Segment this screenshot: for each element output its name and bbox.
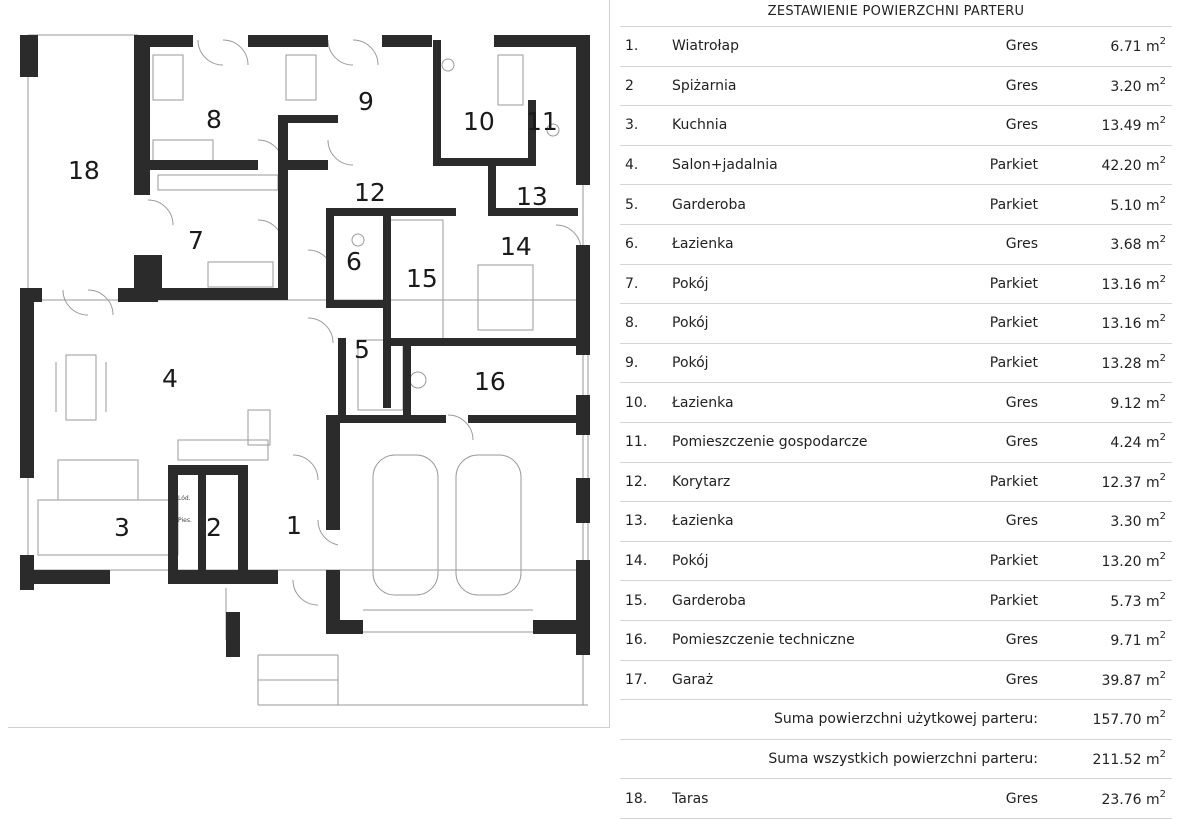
room-number: 16	[474, 367, 506, 396]
floor-plan-drawing	[8, 0, 610, 728]
room-area: 13.20 $m^2$	[1101, 551, 1166, 570]
room-name: Korytarz	[672, 473, 731, 490]
sum-all-row	[620, 740, 1172, 780]
row-number: 1.	[625, 38, 639, 55]
sum-all-label: Suma wszystkich powierzchni parteru:	[768, 750, 1038, 767]
table-row	[620, 225, 1172, 265]
room-name: Pokój	[672, 275, 709, 292]
row-number: 5.	[625, 196, 639, 213]
floor-finish: Gres	[1005, 394, 1038, 411]
table-row	[620, 383, 1172, 423]
table-title: ZESTAWIENIE POWIERZCHNI PARTERU	[767, 4, 1025, 19]
room-area: 5.10 $m^2$	[1110, 194, 1166, 214]
floor-finish: Parkiet	[989, 473, 1038, 490]
table-row	[620, 67, 1172, 107]
table-row	[620, 26, 1172, 67]
room-name: Kuchnia	[672, 117, 728, 134]
floor-finish: Gres	[1005, 671, 1038, 688]
row-number: 6.	[625, 236, 639, 253]
room-name: Pokój	[672, 355, 709, 372]
sum-usable-label: Suma powierzchni użytkowej parteru:	[774, 711, 1038, 728]
row-number: 4.	[625, 157, 639, 174]
floor-finish: Parkiet	[989, 157, 1038, 174]
plan-walls	[20, 35, 590, 657]
table-row	[620, 423, 1172, 463]
table-row	[620, 146, 1172, 186]
terrace-finish: Gres	[1005, 790, 1038, 807]
floor-finish: Parkiet	[989, 355, 1038, 372]
floor-finish: Gres	[1005, 236, 1038, 253]
row-number: 10.	[625, 394, 648, 411]
room-area: 13.16 $m^2$	[1101, 313, 1166, 333]
row-number: 14.	[625, 553, 648, 570]
floor-finish: Gres	[1005, 632, 1038, 649]
sum-all-area: 211.52 $m^2$	[1092, 749, 1166, 768]
room-area: 42.20 $m^2$	[1101, 155, 1166, 174]
table-row	[620, 304, 1172, 344]
row-number: 16.	[625, 632, 648, 649]
table-row	[620, 621, 1172, 661]
floor-finish: Gres	[1005, 434, 1038, 451]
room-name: Salon+jadalnia	[672, 157, 778, 174]
room-number: 14	[500, 232, 532, 261]
room-area: 4.24 $m^2$	[1110, 432, 1166, 452]
table-row	[620, 344, 1172, 384]
terrace-area: 23.76 $m^2$	[1101, 788, 1166, 808]
sum-usable-row	[620, 700, 1172, 740]
table-row	[620, 502, 1172, 542]
room-name: Pomieszczenie gospodarcze	[672, 434, 868, 451]
room-number: 3	[114, 513, 130, 542]
table-row	[620, 542, 1172, 582]
terrace-name: Taras	[672, 790, 709, 807]
room-number: 9	[358, 87, 374, 116]
room-number: 4	[162, 364, 178, 393]
row-number: 3.	[625, 117, 639, 134]
room-area: 9.12 $m^2$	[1110, 392, 1166, 412]
room-number: 2	[206, 513, 222, 542]
room-name: Garderoba	[672, 592, 746, 609]
area-table	[620, 0, 1172, 819]
table-row	[620, 265, 1172, 305]
room-area: 6.71 $m^2$	[1110, 36, 1166, 56]
room-name: Garderoba	[672, 196, 746, 213]
sum-usable-area: 157.70 $m^2$	[1092, 709, 1166, 729]
room-area: 13.28 $m^2$	[1101, 353, 1166, 372]
floor-finish: Parkiet	[989, 275, 1038, 292]
row-number: 13.	[625, 513, 648, 530]
room-area: 39.87 $m^2$	[1101, 669, 1166, 689]
room-area: 13.16 $m^2$	[1101, 274, 1166, 293]
room-number: 5	[354, 335, 370, 364]
room-number: 15	[406, 264, 438, 293]
room-name: Łazienka	[672, 394, 734, 411]
room-name: Pomieszczenie techniczne	[672, 632, 855, 649]
room-name: Pokój	[672, 315, 709, 332]
row-number: 8.	[625, 315, 639, 332]
room-number: 7	[188, 226, 204, 255]
room-name: Łazienka	[672, 513, 734, 530]
floor-finish: Gres	[1005, 117, 1038, 134]
table-row	[620, 463, 1172, 503]
floor-finish: Parkiet	[989, 196, 1038, 213]
room-area: 5.73 $m^2$	[1110, 590, 1166, 610]
room-area: 12.37 $m^2$	[1101, 472, 1166, 491]
room-name: Łazienka	[672, 236, 734, 253]
terrace-number: 18.	[625, 790, 648, 807]
room-name: Garaż	[672, 671, 714, 688]
room-area: 9.71 $m^2$	[1110, 630, 1166, 650]
room-area: 13.49 $m^2$	[1101, 115, 1166, 135]
table-row	[620, 581, 1172, 621]
floor-finish: Parkiet	[989, 553, 1038, 570]
floor-plan	[8, 0, 610, 728]
row-number: 9.	[625, 355, 639, 372]
floor-finish: Parkiet	[989, 592, 1038, 609]
room-number: 10	[463, 107, 495, 136]
room-number: 11	[526, 107, 558, 136]
room-number: 12	[354, 178, 386, 207]
row-number: 15.	[625, 592, 648, 609]
row-number: 7.	[625, 275, 639, 292]
room-number: 18	[68, 156, 100, 185]
floor-finish: Gres	[1005, 513, 1038, 530]
table-rows	[620, 26, 1172, 700]
row-number: 12.	[625, 473, 648, 490]
room-number: 6	[346, 247, 362, 276]
room-name: Pokój	[672, 553, 709, 570]
floor-finish: Gres	[1005, 77, 1038, 94]
room-number: 1	[286, 511, 302, 540]
plan-label-lod: Lód.	[178, 495, 191, 502]
floor-finish: Gres	[1005, 38, 1038, 55]
row-number: 2	[625, 77, 634, 94]
terrace-row	[620, 779, 1172, 819]
floor-finish: Parkiet	[989, 315, 1038, 332]
room-area: 3.68 $m^2$	[1110, 234, 1166, 254]
room-number: 8	[206, 105, 222, 134]
room-name: Wiatrołap	[672, 38, 739, 55]
room-name: Spiżarnia	[672, 77, 737, 94]
row-number: 17.	[625, 671, 648, 688]
room-area: 3.30 $m^2$	[1110, 511, 1166, 531]
row-number: 11.	[625, 434, 648, 451]
table-row	[620, 661, 1172, 701]
table-row	[620, 185, 1172, 225]
plan-label-pies: Pies.	[178, 517, 192, 524]
room-number: 13	[516, 182, 548, 211]
room-area: 3.20 $m^2$	[1110, 76, 1166, 95]
table-row	[620, 106, 1172, 146]
